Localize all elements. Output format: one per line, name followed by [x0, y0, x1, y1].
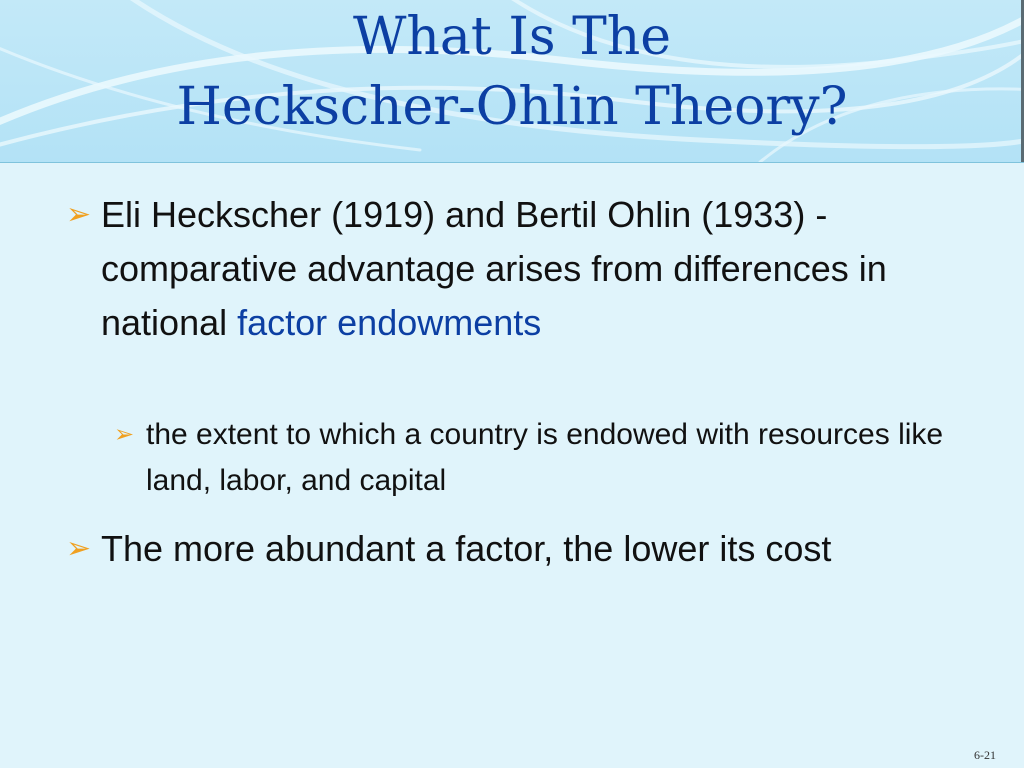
- bullet-text: The more abundant a factor, the lower its cost: [101, 528, 832, 569]
- bullet-item: [66, 188, 946, 350]
- slide-title: [0, 2, 1024, 142]
- bullet-text-highlight: factor endowments: [237, 302, 542, 343]
- page-number: 6-21: [974, 748, 996, 762]
- sub-bullet-item: [114, 412, 974, 504]
- bullet-text-plain: Eli Heckscher (1919) and Bertil Ohlin (1933) - comparative advantage arises from differences in national: [101, 194, 887, 343]
- bullet-item: [66, 522, 946, 576]
- title-line-2: Heckscher-Ohlin Theory?: [176, 77, 848, 137]
- sub-bullet-text: the extent to which a country is endowed with resources like land, labor, and capital: [146, 418, 944, 497]
- arrowhead-bullet-icon: ➢: [66, 198, 92, 231]
- slide-body: [0, 162, 1024, 768]
- arrowhead-bullet-icon: ➢: [66, 532, 92, 565]
- arrowhead-bullet-icon: ➢: [114, 421, 135, 448]
- bullet-text: [66, 188, 946, 350]
- title-line-1: What Is The: [352, 7, 672, 67]
- slide-header: [0, 0, 1024, 163]
